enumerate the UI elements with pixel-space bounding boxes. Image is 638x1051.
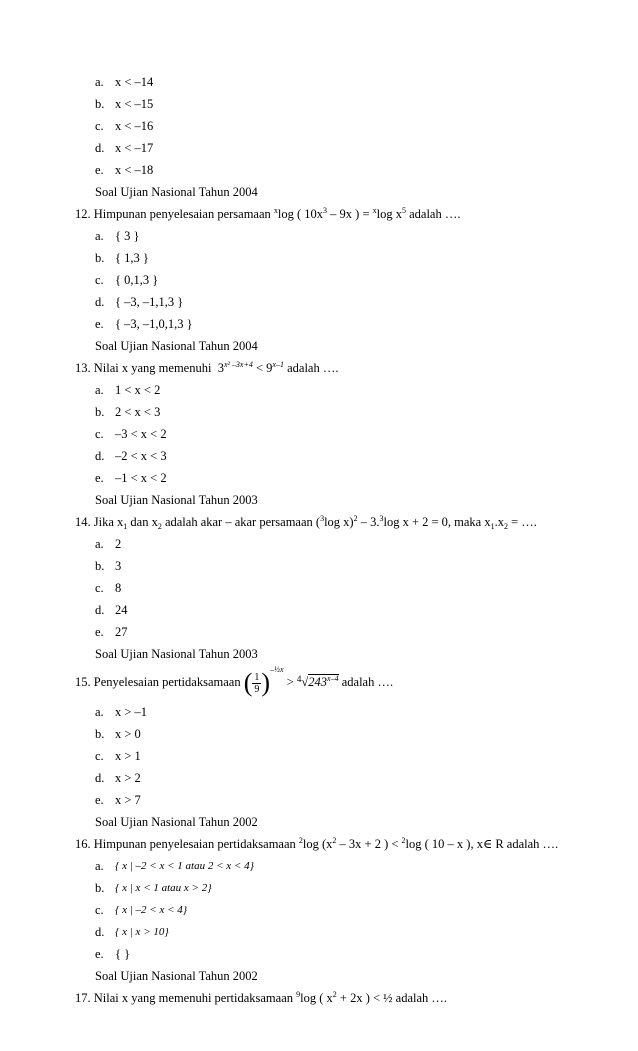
option-text: x > 1 [115,749,141,763]
option-text: 24 [115,603,128,617]
option-label: d. [95,925,105,939]
exponent: x² –3x+4 [223,360,253,369]
stem-text: Himpunan penyelesaian pertidaksamaan [93,837,299,851]
stem-text: log ( 10x [277,207,324,221]
stem-text: log ( 10 – x ), x∈ R adalah …. [405,837,559,851]
question-number: 17. [75,991,91,1005]
subscript: 1 [123,522,128,531]
option-label: a. [95,705,104,719]
option-text: x < –14 [115,75,154,89]
option-text: { 0,1,3 } [115,273,159,287]
option-text: 27 [115,625,128,639]
q15-stem [75,665,394,698]
option-text: { x | –2 < x < 1 atau 2 < x < 4} [115,860,254,872]
option-label: d. [95,603,105,617]
option-label: e. [95,317,104,331]
option-text: –1 < x < 2 [115,471,167,485]
math-base: 9 [266,361,273,375]
option-text: 2 < x < 3 [115,405,161,419]
stem-text: – 3. [357,515,380,529]
option-text: { –3, –1,0,1,3 } [115,317,193,331]
log-base: x [273,206,278,215]
q12-source: Soal Ujian Nasional Tahun 2004 [95,339,258,353]
q13-stem [75,360,338,376]
option-label: a. [95,383,104,397]
option-label: b. [95,881,105,895]
option-label: c. [95,427,104,441]
option-label: e. [95,793,104,807]
option-text: 3 [115,559,122,573]
q15-source: Soal Ujian Nasional Tahun 2002 [95,815,258,829]
exponent: x–1 [272,360,284,369]
stem-text: adalah …. [338,675,394,689]
stem-text: adalah …. [405,207,461,221]
root-index: 4 [296,674,302,684]
option-label: c. [95,273,104,287]
option-label: d. [95,295,105,309]
math-relation: < [252,361,267,375]
option-label: a. [95,537,104,551]
option-label: e. [95,625,104,639]
log-base: 2 [401,836,406,845]
option-text: { x | –2 < x < 4} [115,904,188,916]
stem-text: .x [494,515,504,529]
stem-text: log x + 2 = 0, maka x [383,515,491,529]
question-number: 16. [75,837,91,851]
exponent: 2 [353,514,358,523]
fraction-denominator: 9 [254,683,260,695]
log-base: 2 [298,836,303,845]
exponent: 2 [332,836,337,845]
left-paren: ( [243,668,253,698]
exponent: –½x [270,665,284,674]
option-label: c. [95,903,104,917]
option-label: c. [95,581,104,595]
stem-text: log ( x [300,991,333,1005]
option-text: { 1,3 } [115,251,149,265]
stem-text: Nilai x yang memenuhi pertidaksamaan [93,991,297,1005]
stem-text: log x) [324,515,354,529]
stem-text: adalah …. [283,361,339,375]
option-text: –3 < x < 2 [115,427,167,441]
option-text: { 3 } [115,229,140,243]
option-label: a. [95,75,104,89]
stem-text: Penyelesaian pertidaksamaan [93,675,244,689]
option-label: c. [95,749,104,763]
question-number: 15. [75,675,91,689]
log-base: 9 [296,990,301,999]
option-text: { –3, –1,1,3 } [115,295,184,309]
option-text: –2 < x < 3 [115,449,167,463]
option-label: b. [95,727,105,741]
subscript: 1 [490,522,495,531]
stem-text: – 9x ) = [327,207,373,221]
question-number: 12. [75,207,91,221]
stem-text: dan x [127,515,158,529]
option-text: x < –17 [115,141,154,155]
exponent: 5 [401,206,406,215]
option-text: x > 7 [115,793,141,807]
q16-source: Soal Ujian Nasional Tahun 2002 [95,969,258,983]
fraction-numerator: 1 [254,671,260,683]
option-text: x < –16 [115,119,154,133]
q14-source: Soal Ujian Nasional Tahun 2003 [95,647,258,661]
question-number: 14. [75,515,91,529]
stem-text: log (x [302,837,333,851]
option-text: x > 0 [115,727,141,741]
stem-text: + 2x ) < ½ adalah …. [336,991,448,1005]
q12-stem [75,206,460,222]
option-label: d. [95,449,105,463]
q13-source: Soal Ujian Nasional Tahun 2003 [95,493,258,507]
option-text: { } [115,947,131,961]
option-label: c. [95,119,104,133]
stem-text: Nilai x yang memenuhi [93,361,215,375]
stem-text: log x [376,207,402,221]
radical-sign: √ [301,675,309,689]
log-base: x [372,206,377,215]
option-label: e. [95,163,104,177]
option-text: x < –18 [115,163,154,177]
stem-text: Himpunan penyelesaian persamaan [93,207,274,221]
q16-stem [75,836,558,852]
option-label: d. [95,141,105,155]
exponent: x–4 [327,674,339,683]
option-text: { x | x > 10} [115,926,169,938]
option-label: a. [95,229,104,243]
right-paren: ) [261,668,271,698]
q11-source: Soal Ujian Nasional Tahun 2004 [95,185,258,199]
exponent: 2 [332,990,337,999]
radicand [308,674,338,689]
question-number: 13. [75,361,91,375]
option-text: x > 2 [115,771,141,785]
stem-text: – 3x + 2 ) < [336,837,402,851]
option-text: 8 [115,581,122,595]
option-label: a. [95,859,104,873]
option-text: 2 [115,537,122,551]
stem-text: adalah akar – akar persamaan ( [161,515,321,529]
option-label: e. [95,947,104,961]
radicand-base: 243 [308,675,328,689]
log-base: 3 [379,514,384,523]
option-label: d. [95,771,105,785]
option-label: b. [95,559,105,573]
option-text: x > –1 [115,705,148,719]
subscript: 2 [504,522,508,531]
exponent: 3 [323,206,328,215]
option-label: e. [95,471,104,485]
log-base: 3 [320,514,325,523]
subscript: 2 [157,522,162,531]
option-text: { x | x < 1 atau x > 2} [115,882,212,894]
math-relation: > [283,675,297,689]
option-label: b. [95,405,105,419]
option-label: b. [95,251,105,265]
q14-stem [75,514,537,530]
option-text: 1 < x < 2 [115,383,161,397]
option-label: b. [95,97,105,111]
stem-text: Jika x [93,515,124,529]
math-base: 3 [217,361,224,375]
q17-stem [75,990,447,1006]
stem-text: = …. [508,515,537,529]
option-text: x < –15 [115,97,154,111]
